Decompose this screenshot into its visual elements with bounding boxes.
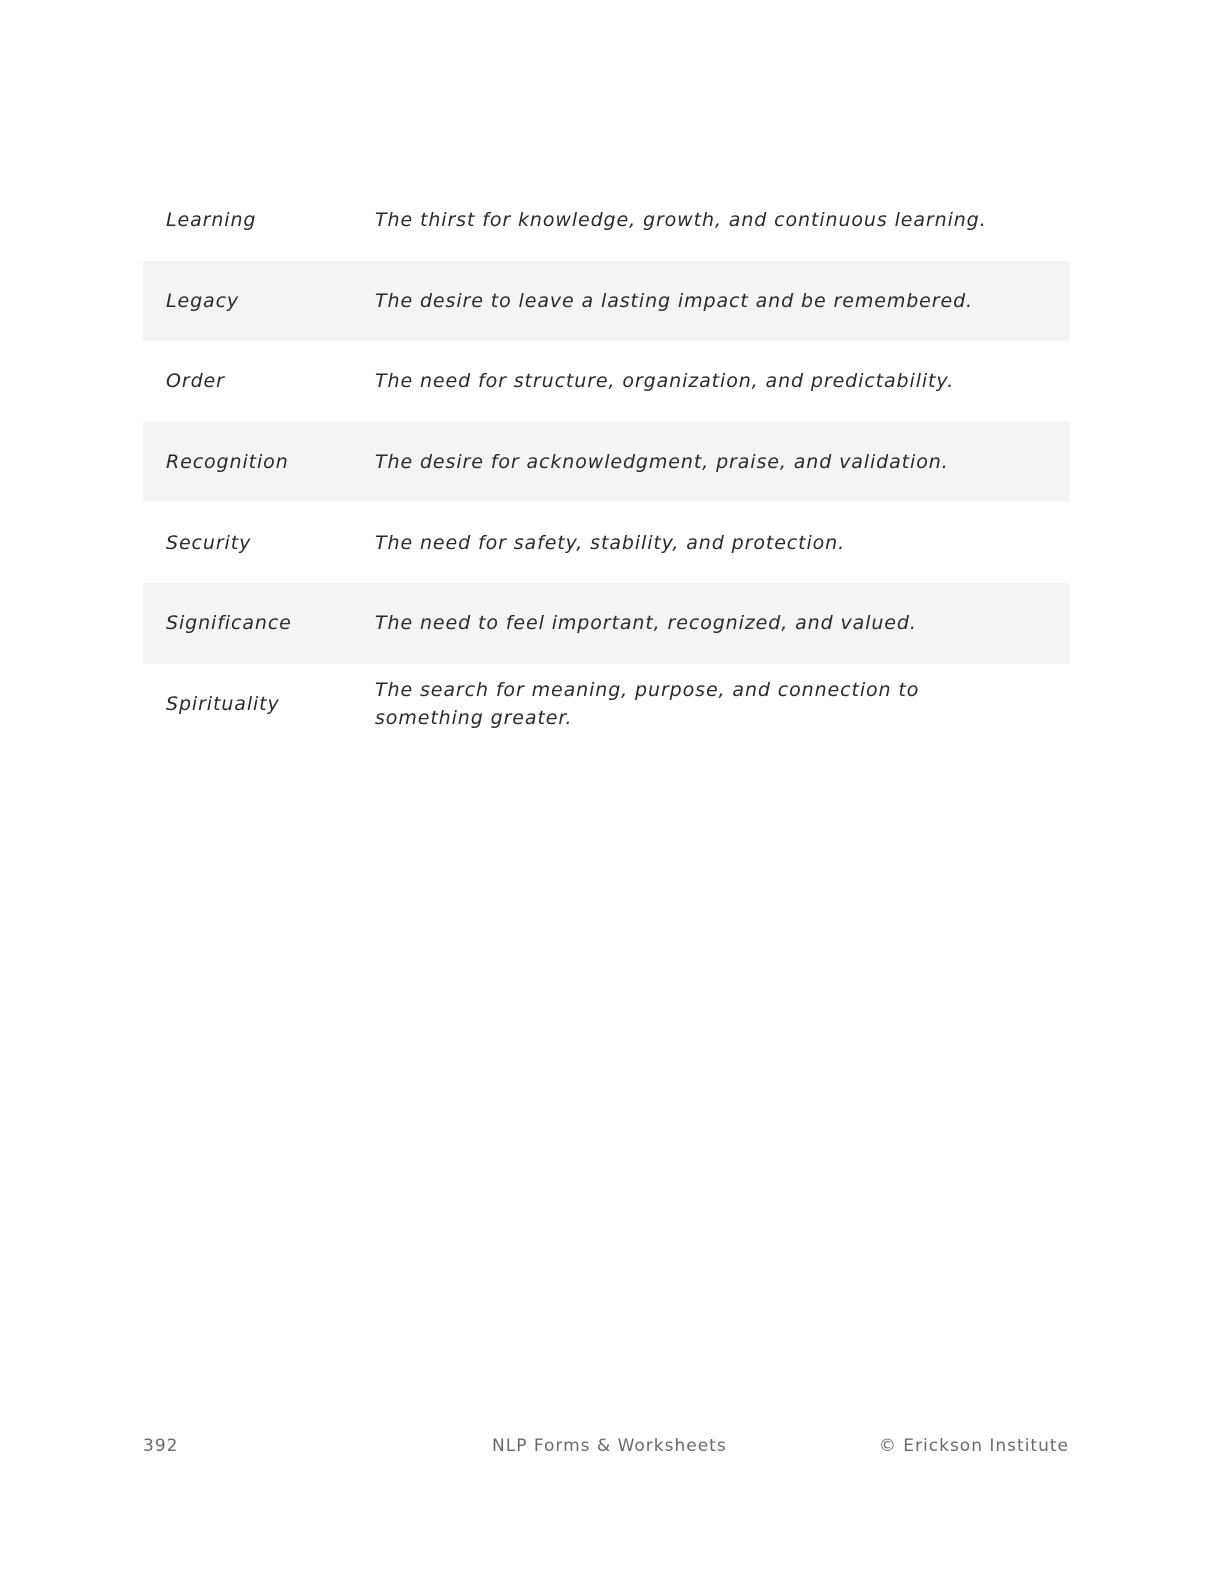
table-row	[143, 502, 1069, 583]
page-number: 392	[143, 1436, 179, 1456]
term-cell: Security	[166, 531, 252, 554]
term-cell: Learning	[166, 209, 257, 232]
table-row	[143, 180, 1069, 261]
term-cell: Recognition	[166, 451, 289, 474]
values-table	[143, 180, 1069, 744]
table-row	[143, 261, 1069, 342]
definition-cell: The desire to leave a lasting impact and be remembered.	[375, 289, 973, 312]
copyright: © Erickson Institute	[878, 1436, 1069, 1456]
table-row	[143, 583, 1069, 664]
term-cell: Significance	[166, 612, 292, 635]
definition-cell: The need to feel important, recognized, and valued.	[375, 612, 917, 635]
term-cell: Order	[166, 370, 225, 393]
definition-cell: The need for safety, stability, and protection.	[375, 531, 846, 554]
document-title: NLP Forms & Worksheets	[492, 1436, 727, 1456]
table-row	[143, 341, 1069, 422]
definition-cell: The need for structure, organization, and predictability.	[375, 370, 955, 393]
definition-cell: The desire for acknowledgment, praise, and validation.	[375, 451, 949, 474]
table-row	[143, 664, 1069, 745]
term-cell: Spirituality	[166, 692, 280, 715]
table-row	[143, 422, 1069, 503]
page-footer	[143, 1436, 1069, 1460]
definition-cell: The thirst for knowledge, growth, and continuous learning.	[375, 209, 987, 232]
term-cell: Legacy	[166, 289, 240, 312]
definition-cell: The search for meaning, purpose, and connection to something greater.	[375, 678, 920, 729]
